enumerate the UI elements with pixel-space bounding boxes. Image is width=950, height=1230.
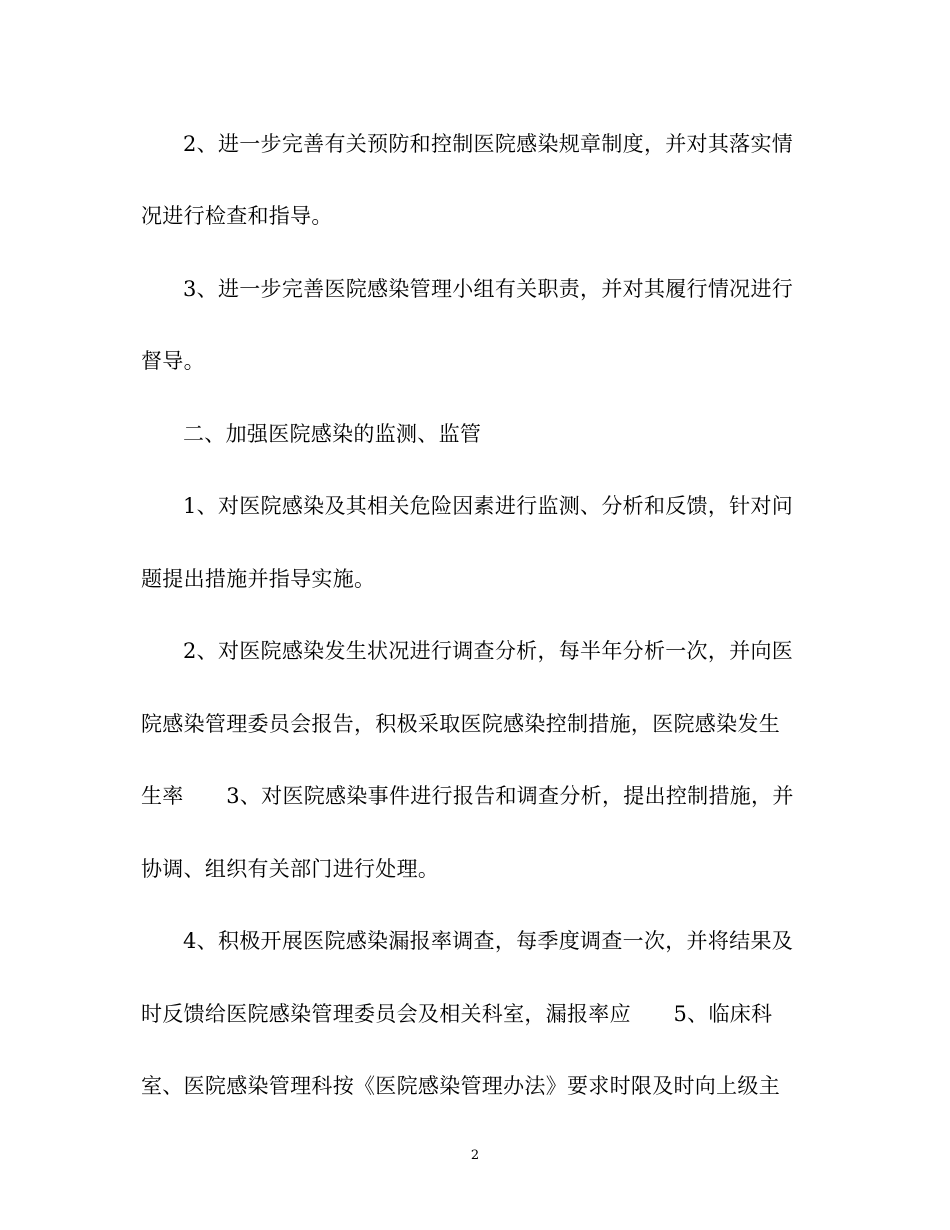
paragraph-line: 督导。 <box>141 349 205 373</box>
paragraph-line: 4、积极开展医院感染漏报率调查，每季度调查一次，并将结果及 <box>183 929 794 953</box>
paragraph-line: 况进行检查和指导。 <box>141 204 333 228</box>
paragraph-line: 1、对医院感染及其相关危险因素进行监测、分析和反馈，针对问 <box>183 494 794 518</box>
paragraph-line: 协调、组织有关部门进行处理。 <box>141 857 440 881</box>
paragraph-line: 时反馈给医院感染管理委员会及相关科室，漏报率应 5、临床科 <box>141 1002 773 1026</box>
section-heading: 二、加强医院感染的监测、监管 <box>183 422 482 446</box>
paragraph-line: 题提出措施并指导实施。 <box>141 567 376 591</box>
paragraph-line: 室、医院感染管理科按《医院感染管理办法》要求时限及时向上级主 <box>141 1074 780 1098</box>
paragraph-line: 2、对医院感染发生状况进行调查分析，每半年分析一次，并向医 <box>183 639 794 663</box>
paragraph-line: 3、进一步完善医院感染管理小组有关职责，并对其履行情况进行 <box>183 277 794 301</box>
paragraph-line: 生率 3、对医院感染事件进行报告和调查分析，提出控制措施，并 <box>141 784 794 808</box>
paragraph-line: 院感染管理委员会报告，积极采取医院感染控制措施，医院感染发生 <box>141 712 780 736</box>
paragraph-line: 2、进一步完善有关预防和控制医院感染规章制度，并对其落实情 <box>183 132 794 156</box>
page-number: 2 <box>470 1148 480 1163</box>
